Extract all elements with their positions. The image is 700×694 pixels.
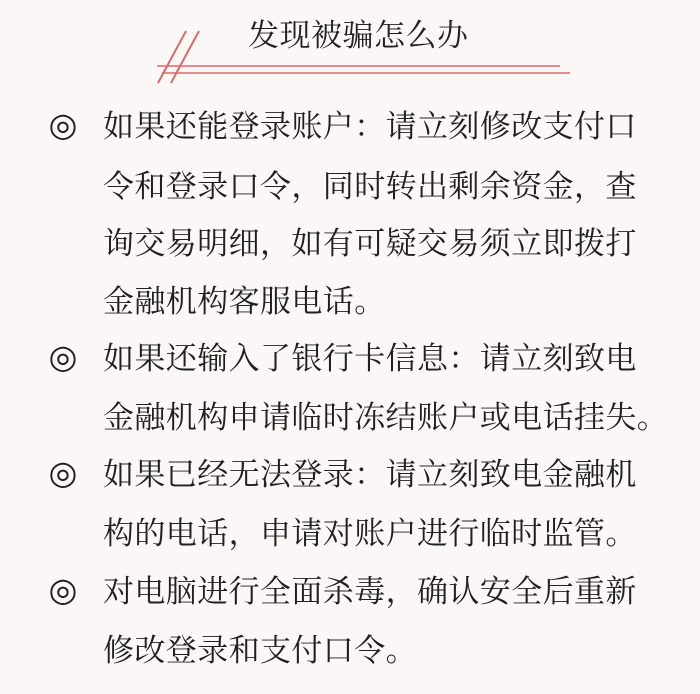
bullet-marker-4: ◎: [48, 570, 78, 609]
item-4-line-1: 对电脑进行全面杀毒，确认安全后重新: [103, 574, 637, 610]
bullet-marker-1: ◎: [48, 105, 78, 144]
item-1-line-2: 令和登录口令，同时转出剩余资金，查: [103, 169, 637, 205]
item-4-line-2: 修改登录和支付口令。: [103, 633, 417, 669]
item-1-line-4: 金融机构客服电话。: [103, 284, 386, 320]
item-1-line-3: 询交易明细，如有可疑交易须立即拨打: [103, 226, 637, 262]
page-title: 发现被骗怎么办: [248, 18, 469, 54]
item-3-line-2: 构的电话，申请对账户进行临时监管。: [103, 516, 637, 552]
item-2-line-1: 如果还输入了银行卡信息：请立刻致电: [103, 341, 637, 377]
bullet-marker-2: ◎: [48, 337, 78, 376]
bullet-marker-3: ◎: [48, 453, 78, 492]
item-2-line-2: 金融机构申请临时冻结账户或电话挂失。: [103, 400, 669, 436]
item-3-line-1: 如果已经无法登录：请立刻致电金融机: [103, 457, 637, 493]
item-1-line-1: 如果还能登录账户：请立刻修改支付口: [103, 109, 637, 145]
